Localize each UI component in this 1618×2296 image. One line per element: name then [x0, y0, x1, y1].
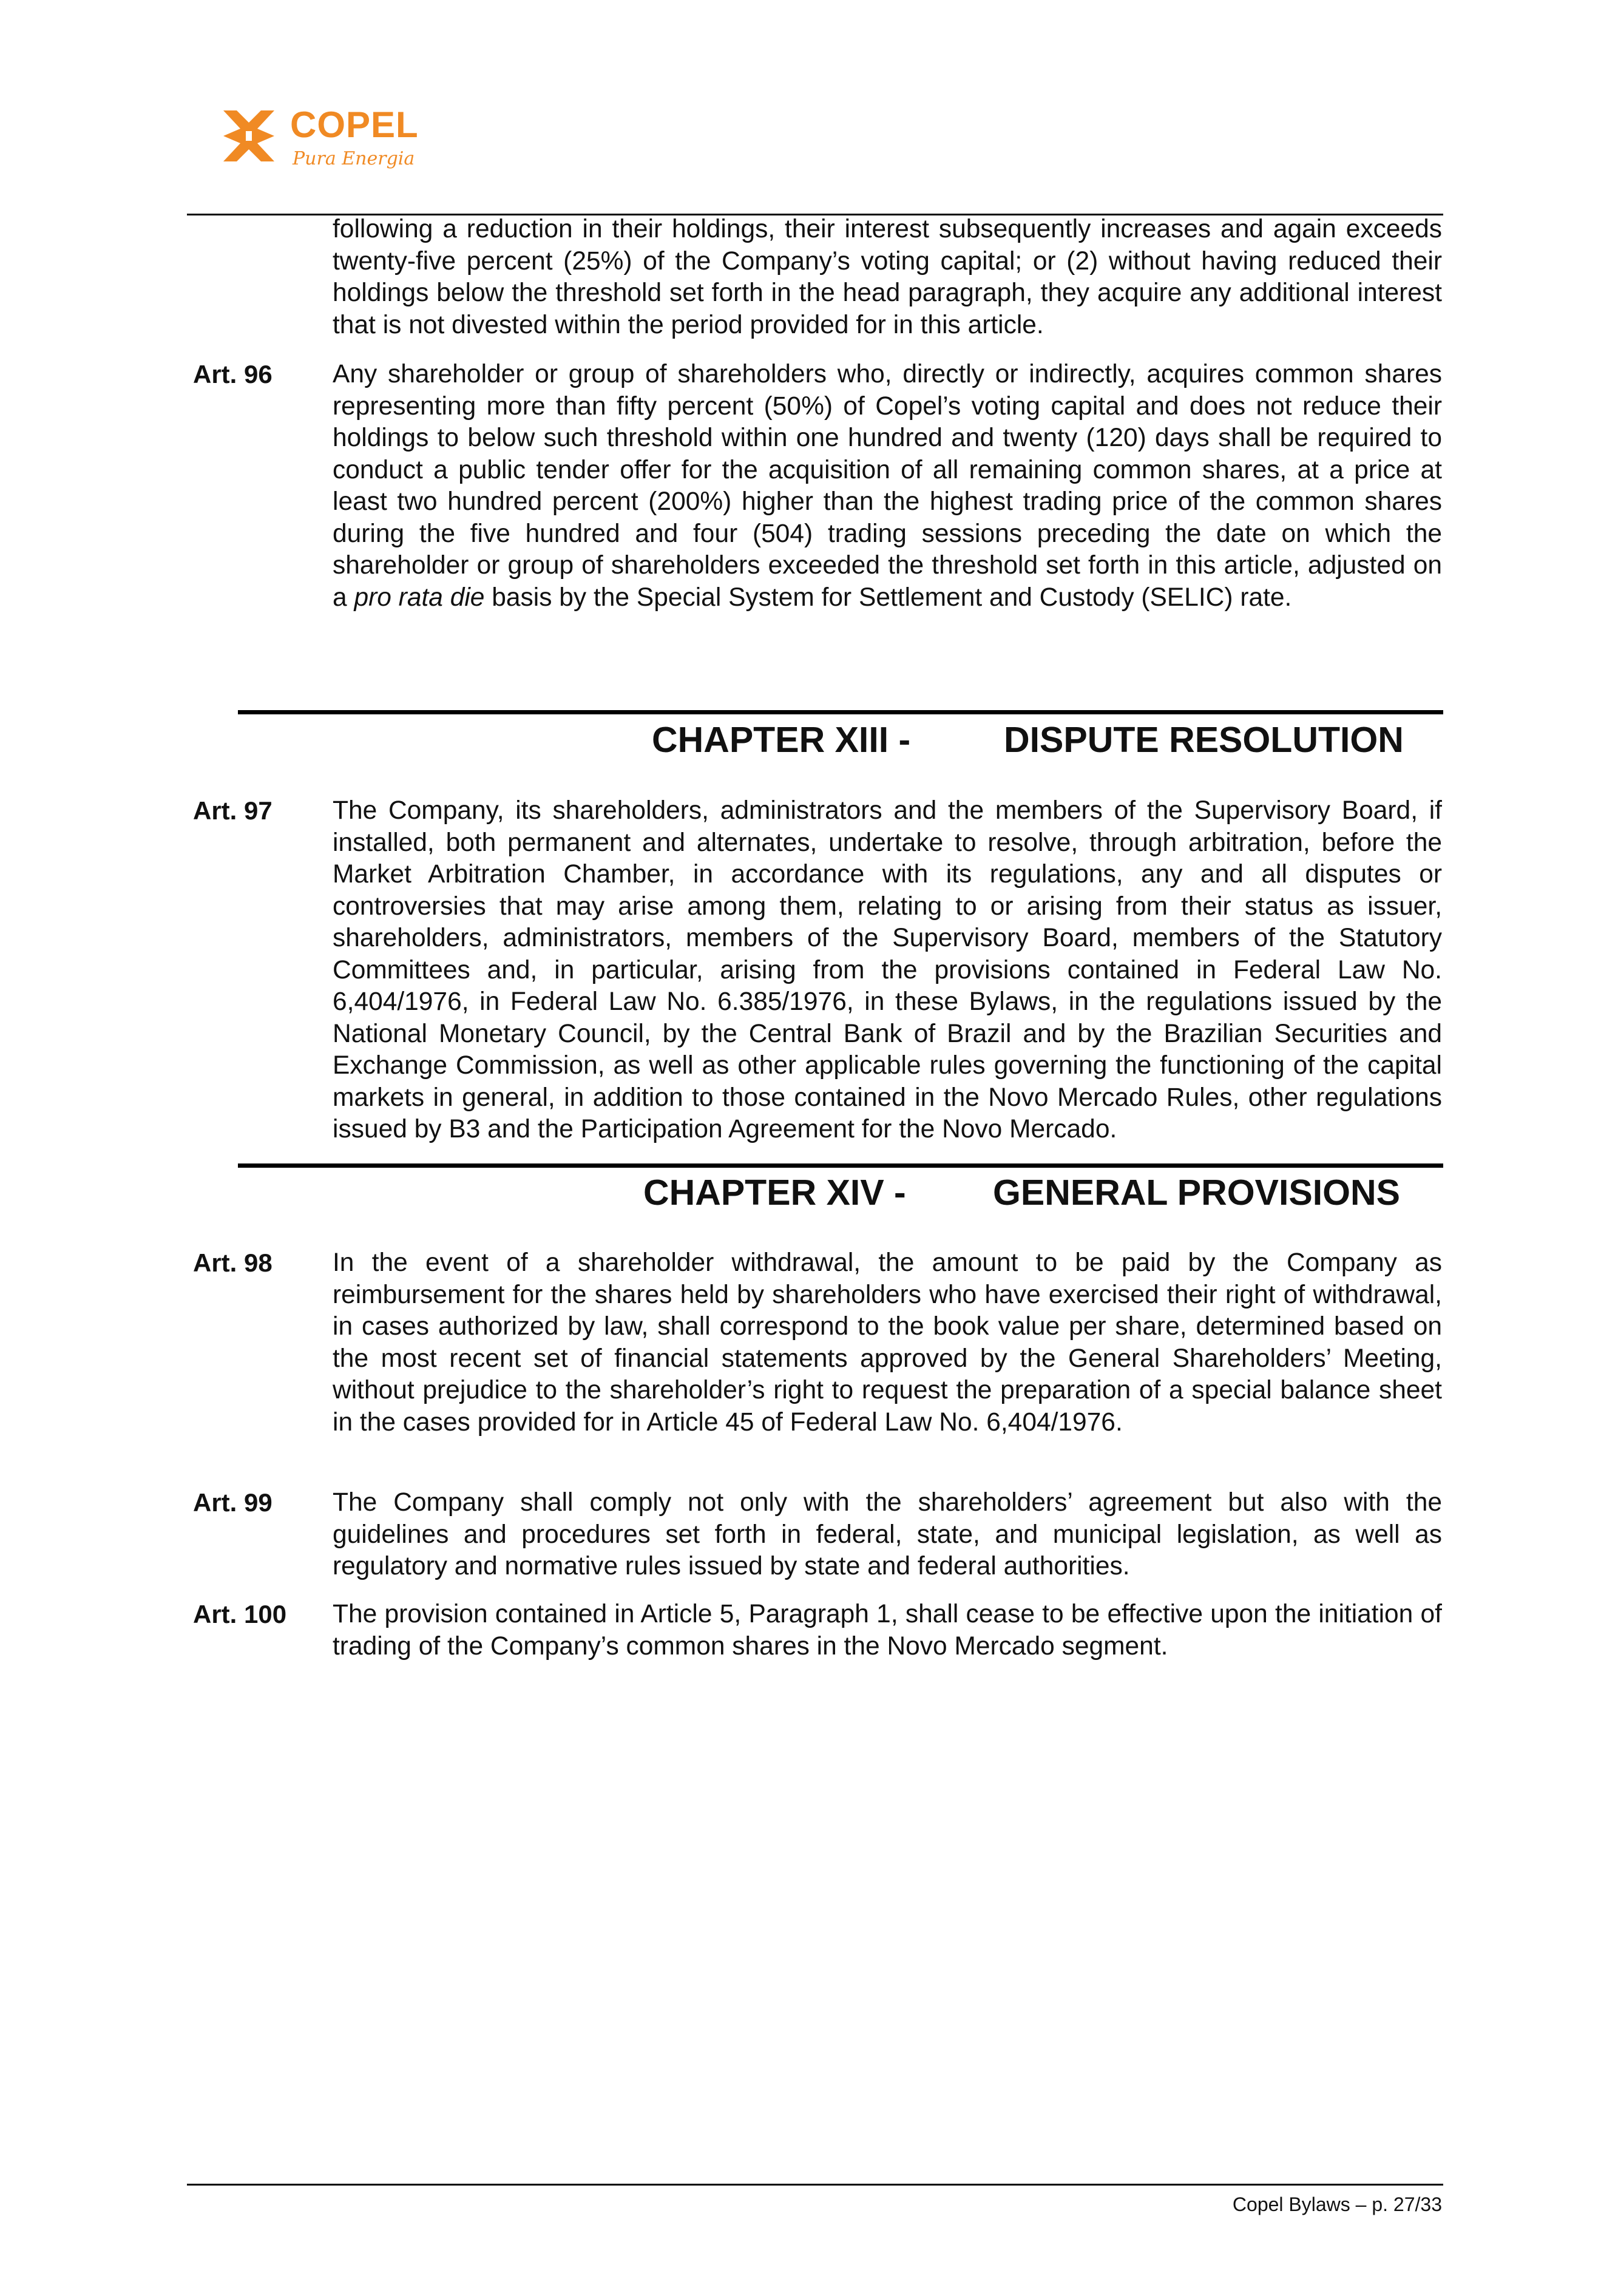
article-99-text	[333, 1487, 1442, 1583]
italic-phrase: pro rata die	[354, 583, 485, 612]
article-99-body: The Company shall comply not only with the shareholders’ agreement but also with the guidelines and procedures set forth in federal, state, and municipal legislation, as well as regulatory and normative rules issued by state and federal authorities.	[333, 1488, 1442, 1580]
chapter-number: CHAPTER XIV -	[643, 1173, 906, 1213]
article-96-text	[333, 359, 1442, 614]
article-98-body: In the event of a shareholder withdrawal, the amount to be paid by the Company as reimbursement for the shares held by shareholders who have exercised their right of withdrawal, in cases authorized by law, shall correspond to the book value per share, determined based on the most recent set of financial statements approved by the General Shareholders’ Meeting, without prejudice to the shareholder’s right to request the preparation of a special balance sheet in the cases provided for in Article 45 of Federal Law No. 6,404/1976.	[333, 1248, 1442, 1437]
article-label: Art. 96	[193, 360, 272, 388]
chapter-title: GENERAL PROVISIONS	[993, 1173, 1400, 1213]
article-100-text	[333, 1599, 1442, 1662]
article-97-body: The Company, its shareholders, administrators and the members of the Supervisory Board, if installed, both permanent and alternates, undertake to resolve, through arbitration, before the Market Arbitration Chamber, in accordance with its regulations, any and all disputes or controversies that may arise among them, relating to or arising from their status as issuer, shareholders, administrators, members of the Supervisory Board, members of the Statutory Committees and, in particular, arising from the provisions contained in Federal Law No. 6,404/1976, in Federal Law No. 6.385/1976, in these Bylaws, in the regulations issued by the National Monetary Council, by the Central Bank of Brazil and by the Brazilian Securities and Exchange Commission, as well as other applicable rules governing the functioning of the capital markets in general, in addition to those contained in the Novo Mercado Rules, other regulations issued by B3 and the Participation Agreement for the Novo Mercado.	[333, 796, 1442, 1143]
article-label: Art. 98	[193, 1248, 272, 1277]
article-label: Art. 100	[193, 1600, 287, 1628]
chapter-divider	[238, 1163, 1443, 1168]
article-97-text	[333, 795, 1442, 1146]
copel-logo	[218, 102, 425, 181]
copel-star-icon	[218, 106, 279, 166]
article-label: Art. 99	[193, 1488, 272, 1517]
chapter-title: DISPUTE RESOLUTION	[1004, 720, 1404, 760]
chapter-divider	[238, 710, 1443, 714]
article-label: Art. 97	[193, 796, 272, 825]
article-96-body: Any shareholder or group of shareholders who, directly or indirectly, acquires common shares representing more than fifty percent (50%) of Copel’s voting capital and does not reduce their holdings to below such threshold within one hundred and twenty (120) days shall be required to conduct a public tender offer for the acquisition of all remaining common shares, at a price at least two hundred percent (200%) higher than the highest trading price of the common shares during the five hundred and four (504) trading sessions preceding the date on which the shareholder or group of shareholders exceeded the threshold set forth in this article, adjusted on a pro rata die basis by the Special System for Settlement and Custody (SELIC) rate.	[333, 360, 1442, 612]
logo-tagline: Pura Energia	[293, 148, 415, 169]
article-100-body: The provision contained in Article 5, Paragraph 1, shall cease to be effective upon the initiation of trading of the Company’s common shares in the Novo Mercado segment.	[333, 1600, 1442, 1661]
continuation-text: following a reduction in their holdings, their interest subsequently increases and again exceeds twenty-five percent (25%) of the Company’s voting capital; or (2) without having reduced their holdings below the threshold set forth in the head paragraph, they acquire any additional interest that is not divested within the period provided for in this article.	[333, 215, 1442, 339]
article-98-text	[333, 1247, 1442, 1438]
page-footer: Copel Bylaws – p. 27/33	[1232, 2193, 1442, 2215]
continuation-paragraph	[333, 214, 1442, 341]
chapter-number: CHAPTER XIII -	[652, 720, 911, 760]
logo-wordmark: COPEL	[290, 104, 419, 145]
footer-divider	[187, 2184, 1443, 2186]
